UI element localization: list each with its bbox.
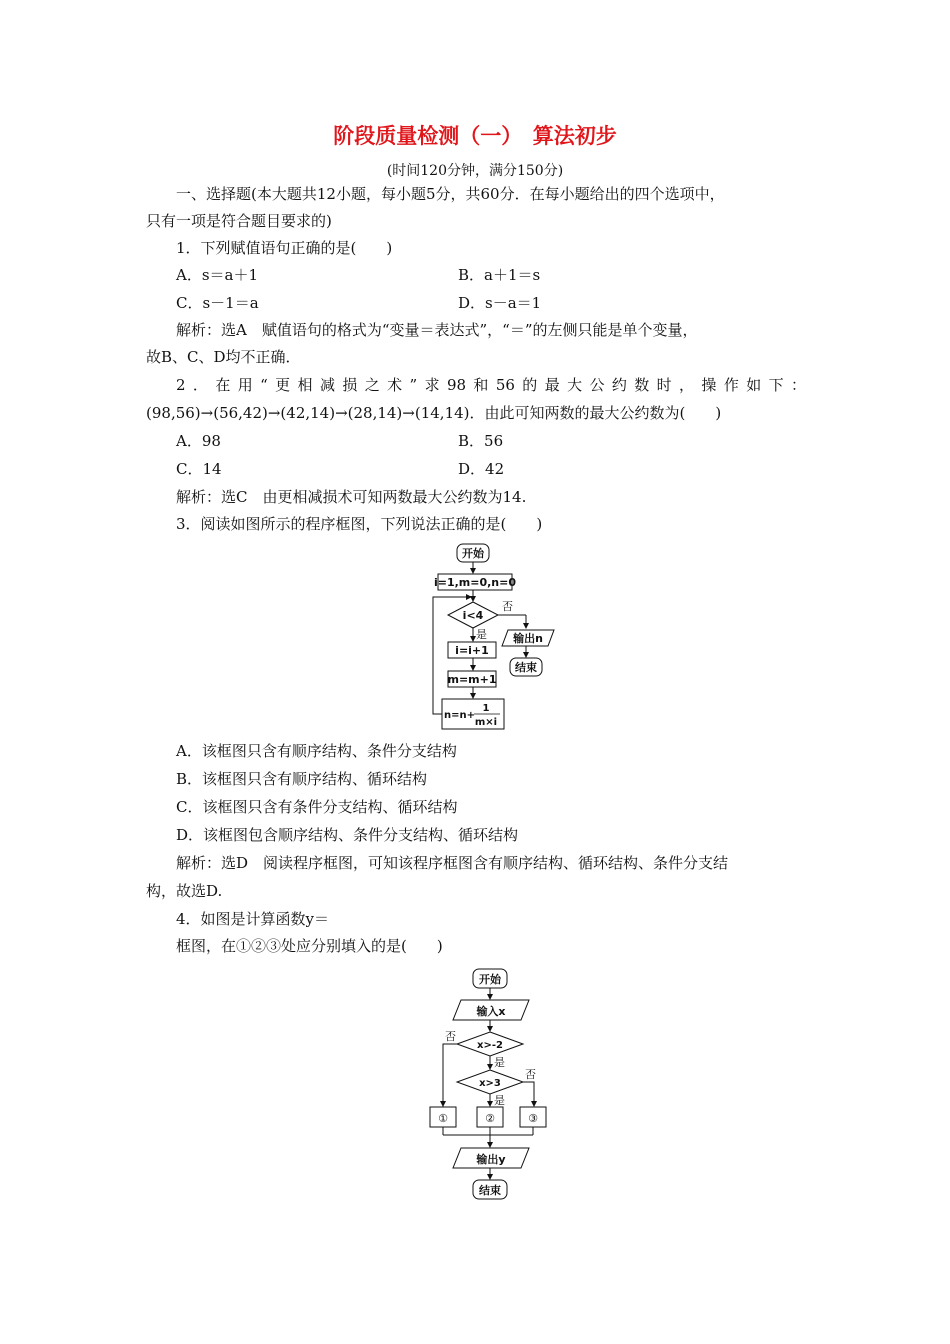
- q3-option-d: D．该框图包含顺序结构、条件分支结构、循环结构: [176, 826, 519, 844]
- q4-box3-label: ③: [528, 1112, 538, 1125]
- q1-stem: 1．下列赋值语句正确的是( ): [176, 239, 393, 257]
- q4-end-label: 结束: [479, 1184, 501, 1197]
- section-intro-line2: 只有一项是符合题目要求的): [146, 212, 332, 230]
- q3-option-a: A．该框图只含有顺序结构、条件分支结构: [176, 742, 457, 760]
- q2-stem-line2: (98,56)→(56,42)→(42,14)→(28,14)→(14,14)．由此可知两数的最大公约数为( ): [146, 404, 722, 422]
- q3-option-c: C．该框图只含有条件分支结构、循环结构: [176, 798, 458, 816]
- q2-option-d: D．42: [458, 460, 505, 478]
- q3-answer-line1: 解析：选D 阅读程序框图，可知该程序框图含有顺序结构、循环结构、条件分支结: [176, 854, 729, 872]
- q3-step1-label: i=i+1: [455, 644, 489, 657]
- q2-answer: 解析：选C 由更相减损术可知两数最大公约数为14.: [176, 488, 527, 506]
- q1-option-c: C．s－1＝a: [176, 294, 259, 312]
- q4-start-label: 开始: [479, 973, 501, 986]
- q3-end-label: 结束: [515, 661, 537, 674]
- q2-option-c: C．14: [176, 460, 222, 478]
- q4-output-label: 输出y: [476, 1153, 506, 1166]
- q3-answer-line2: 构，故选D.: [146, 882, 223, 900]
- q3-flowchart: [430, 540, 570, 735]
- q3-step3-denominator: m×i: [474, 717, 498, 728]
- q3-condition-label: i<4: [462, 609, 484, 622]
- q4-no2-label: 否: [525, 1068, 536, 1081]
- q4-flowchart: [425, 965, 565, 1205]
- q4-condition2-label: x>3: [479, 1078, 501, 1089]
- q3-no-label: 否: [502, 600, 513, 613]
- q4-condition1-label: x>-2: [477, 1040, 503, 1051]
- q3-stem: 3．阅读如图所示的程序框图，下列说法正确的是( ): [176, 515, 543, 533]
- q3-option-b: B．该框图只含有顺序结构、循环结构: [176, 770, 428, 788]
- q3-step3-left: n=n+: [444, 710, 475, 721]
- q1-option-d: D．s－a＝1: [458, 294, 542, 312]
- q3-output-label: 输出n: [513, 632, 543, 645]
- q3-start-label: 开始: [462, 547, 484, 560]
- section-intro-line1: 一、选择题(本大题共12小题，每小题5分，共60分．在每小题给出的四个选项中，: [176, 185, 725, 203]
- page-subtitle: (时间120分钟，满分150分): [386, 163, 564, 179]
- q2-option-a: A．98: [176, 432, 221, 450]
- q4-stem-line2: 框图，在①②③处应分别填入的是( ): [176, 937, 443, 955]
- q4-box1-label: ①: [438, 1112, 448, 1125]
- q1-answer-line1: 解析：选A 赋值语句的格式为“变量＝表达式”，“＝”的左侧只能是单个变量，: [176, 321, 698, 339]
- q1-option-a: A．s＝a＋1: [176, 266, 259, 284]
- q3-init-label: i=1,m=0,n=0: [433, 576, 517, 589]
- q1-answer-line2: 故B、C、D均不正确．: [146, 348, 301, 366]
- q4-yes1-label: 是: [494, 1056, 505, 1069]
- page-title: 阶段质量检测（一） 算法初步: [333, 124, 617, 148]
- q4-no1-label: 否: [445, 1030, 456, 1043]
- q2-stem-line1: 2．在用“更相减损之术”求98和56的最大公约数时，操作如下：: [176, 376, 806, 394]
- q3-yes-label: 是: [476, 628, 487, 641]
- q4-box2-label: ②: [485, 1112, 495, 1125]
- q2-option-b: B．56: [458, 432, 504, 450]
- q4-input-label: 输入x: [476, 1005, 506, 1018]
- q4-yes2-label: 是: [494, 1094, 505, 1107]
- q4-stem-line1: 4．如图是计算函数y＝: [176, 910, 330, 928]
- q3-step3-numerator: 1: [482, 703, 490, 714]
- q1-option-b: B．a＋1＝s: [458, 266, 541, 284]
- q3-step2-label: m=m+1: [447, 673, 497, 686]
